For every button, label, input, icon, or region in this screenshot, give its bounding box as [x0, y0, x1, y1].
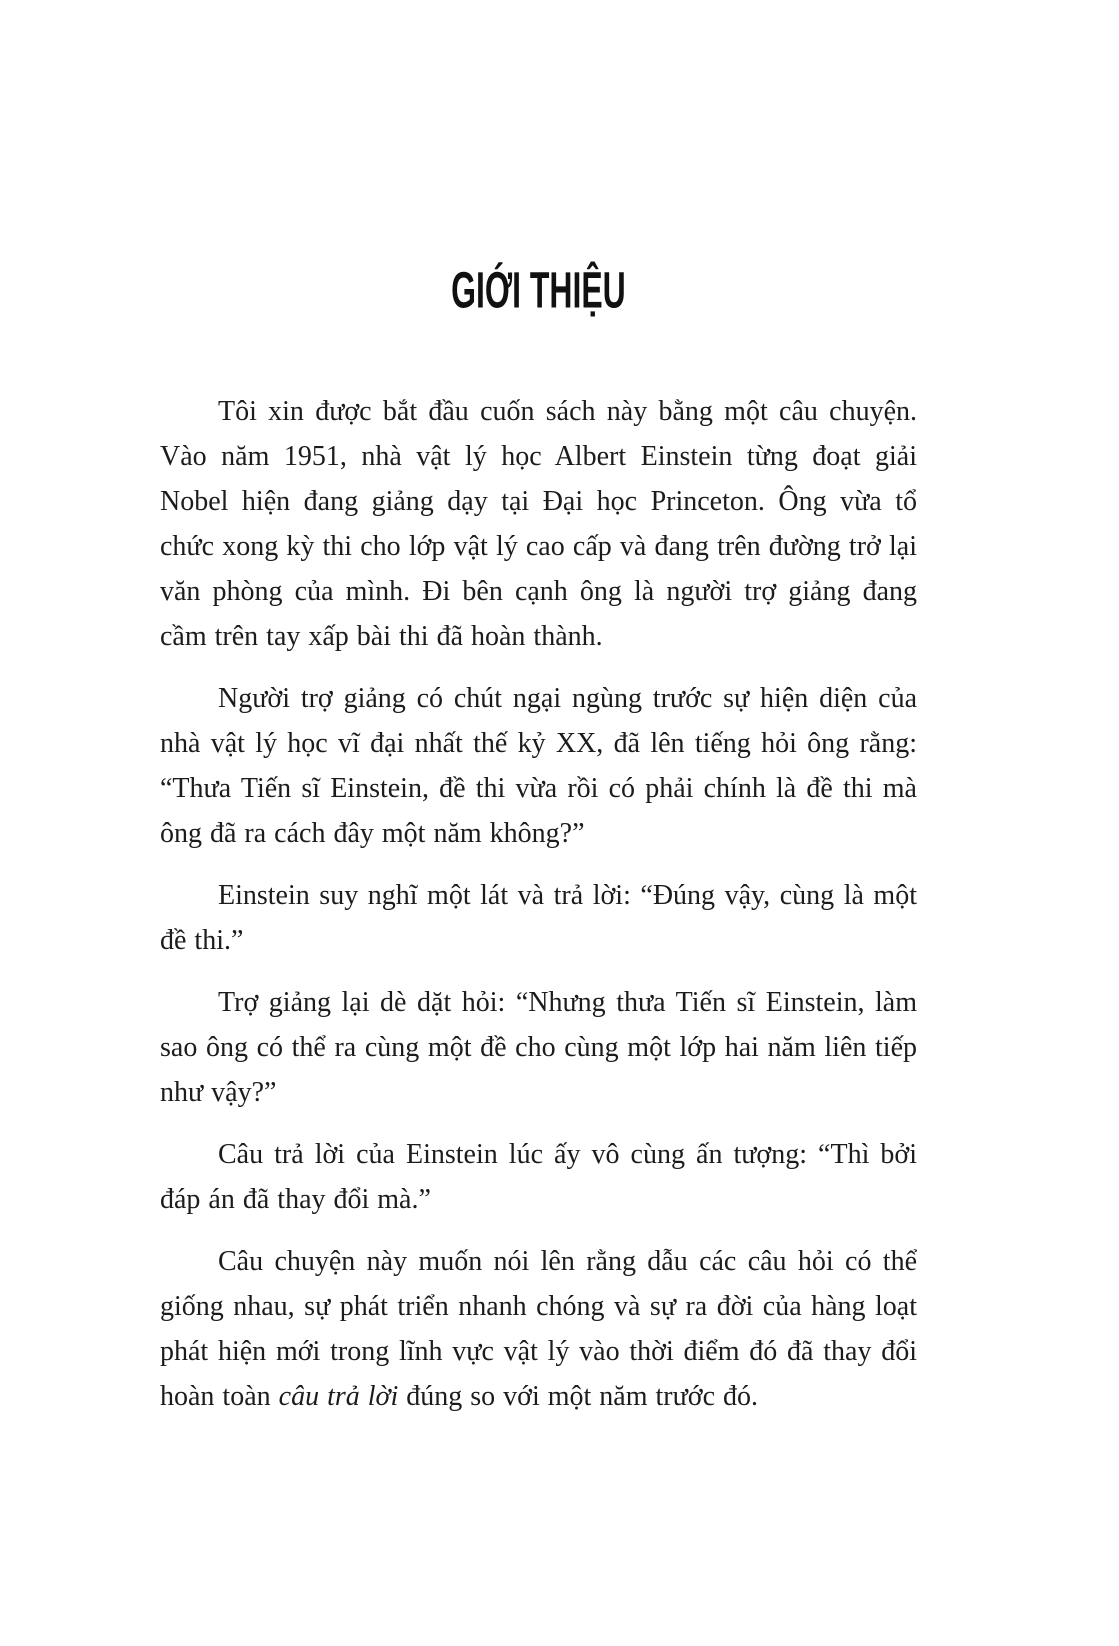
paragraph-2: [160, 676, 917, 856]
chapter-title-text: GIỚI THIỆU: [451, 260, 626, 319]
paragraph-5-text: Câu trả lời của Einstein lúc ấy vô cùng ấn tượng: “Thì bởi đáp án đã thay đổi mà.”: [160, 1139, 917, 1215]
paragraph-6-pre: Câu chuyện này muốn nói lên rằng dẫu các câu hỏi có thể giống nhau, sự phát triển nhanh chóng và sự ra đời của hàng loạt phát hiện mới trong lĩnh vực vật lý vào thời điểm đó đã thay đổi hoàn toàn: [160, 1246, 917, 1412]
paragraph-6-italic: câu trả lời: [278, 1381, 399, 1412]
paragraph-6: [160, 1239, 917, 1419]
chapter-title: [160, 262, 917, 317]
paragraph-4: [160, 980, 917, 1115]
paragraph-1-text: Tôi xin được bắt đầu cuốn sách này bằng một câu chuyện. Vào năm 1951, nhà vật lý học Albert Einstein từng đoạt giải Nobel hiện đang giảng dạy tại Đại học Princeton. Ông vừa tổ chức xong kỳ thi cho lớp vật lý cao cấp và đang trên đường trở lại văn phòng của mình. Đi bên cạnh ông là người trợ giảng đang cầm trên tay xấp bài thi đã hoàn thành.: [160, 396, 917, 652]
paragraph-3: [160, 873, 917, 963]
paragraph-3-text: Einstein suy nghĩ một lát và trả lời: “Đúng vậy, cùng là một đề thi.”: [160, 880, 917, 956]
paragraph-4-text: Trợ giảng lại dè dặt hỏi: “Nhưng thưa Tiến sĩ Einstein, làm sao ông có thể ra cùng một đề cho cùng một lớp hai năm liên tiếp như vậy?”: [160, 987, 917, 1108]
paragraph-1: [160, 389, 917, 659]
paragraph-6-post: đúng so với một năm trước đó.: [398, 1381, 759, 1412]
paragraph-5: [160, 1132, 917, 1222]
paragraph-2-text: Người trợ giảng có chút ngại ngùng trước sự hiện diện của nhà vật lý học vĩ đại nhất thế kỷ XX, đã lên tiếng hỏi ông rằng: “Thưa Tiến sĩ Einstein, đề thi vừa rồi có phải chính là đề thi mà ông đã ra cách đây một năm không?”: [160, 683, 917, 849]
body-text: [160, 389, 917, 1419]
